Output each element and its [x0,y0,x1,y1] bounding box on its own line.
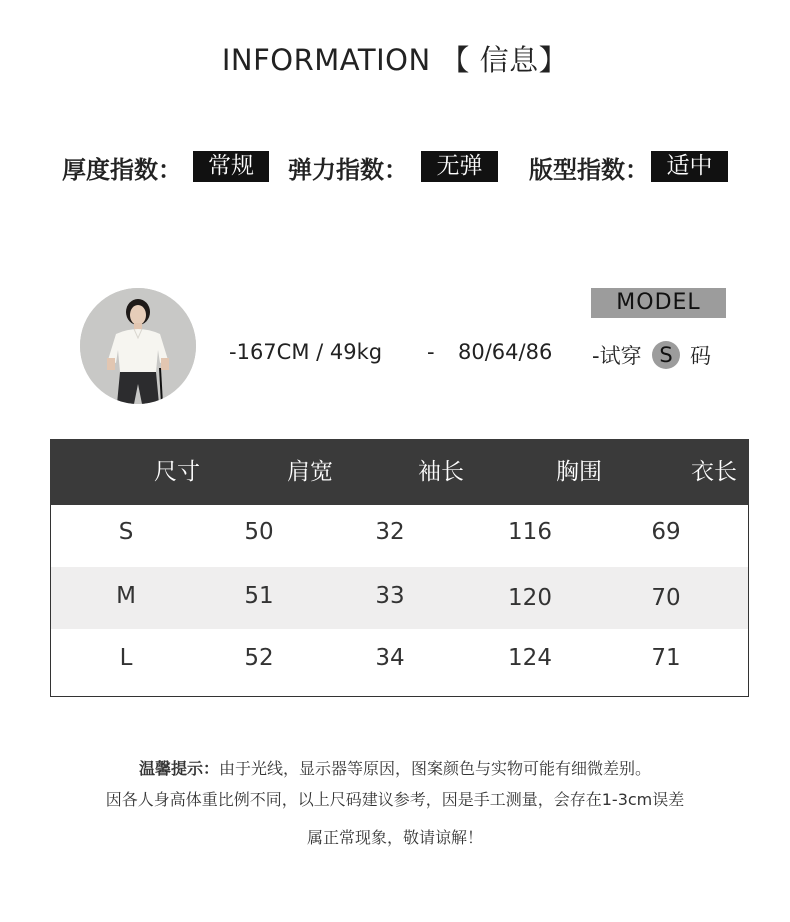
cell-length: 69 [651,519,681,545]
size-table-header [50,439,749,505]
elasticity-value: 无弹 [421,151,498,182]
table-row [51,629,748,695]
cell-size: M [116,583,136,609]
cell-shoulder: 51 [244,583,274,609]
cell-size: S [118,519,134,545]
model-tag: MODEL [591,288,726,318]
elasticity-label: 弹力指数： [288,156,408,184]
cell-length: 70 [651,585,681,611]
header-shoulder: 肩宽 [287,459,333,485]
header-chest: 胸围 [556,459,602,485]
cell-sleeve: 34 [375,645,405,671]
cell-shoulder: 52 [244,645,274,671]
model-size-suffix: 码 [690,344,711,368]
model-measurements: 80/64/86 [458,340,553,364]
notice-line-1 [0,756,790,779]
notice-text-1: 由于光线，显示器等原因，图案颜色与实物可能有细微差别。 [219,759,652,778]
cell-shoulder: 50 [244,519,274,545]
model-size-badge: S [652,341,680,369]
notice-label: 温馨提示： [138,759,219,778]
header-sleeve: 袖长 [418,459,464,485]
cell-chest: 116 [508,519,552,545]
page-title: INFORMATION 【 信息】 [221,43,569,77]
notice-line-2: 因各人身高体重比例不同，以上尺码建议参考，因是手工测量，会存在1-3cm误差 [105,790,685,809]
model-height-weight: -167CM / 49kg [229,340,383,364]
header-size: 尺寸 [154,459,200,485]
fit-value: 适中 [651,151,728,182]
thickness-value: 常规 [193,151,269,182]
model-figure-illustration [80,288,196,404]
notice-line-3: 属正常现象，敬请谅解！ [306,828,483,847]
cell-length: 71 [651,645,681,671]
model-try-on-label: -试穿 [592,344,642,368]
fit-label: 版型指数： [529,156,649,184]
cell-sleeve: 32 [375,519,405,545]
table-row [51,567,748,629]
cell-sleeve: 33 [375,583,405,609]
model-dash: - [427,340,435,364]
cell-size: L [119,645,133,671]
thickness-label: 厚度指数： [62,156,182,184]
cell-chest: 124 [508,645,552,671]
cell-chest: 120 [508,585,552,611]
header-length: 衣长 [691,459,737,485]
size-table [50,439,749,697]
table-row [51,505,748,567]
model-avatar [80,288,196,404]
